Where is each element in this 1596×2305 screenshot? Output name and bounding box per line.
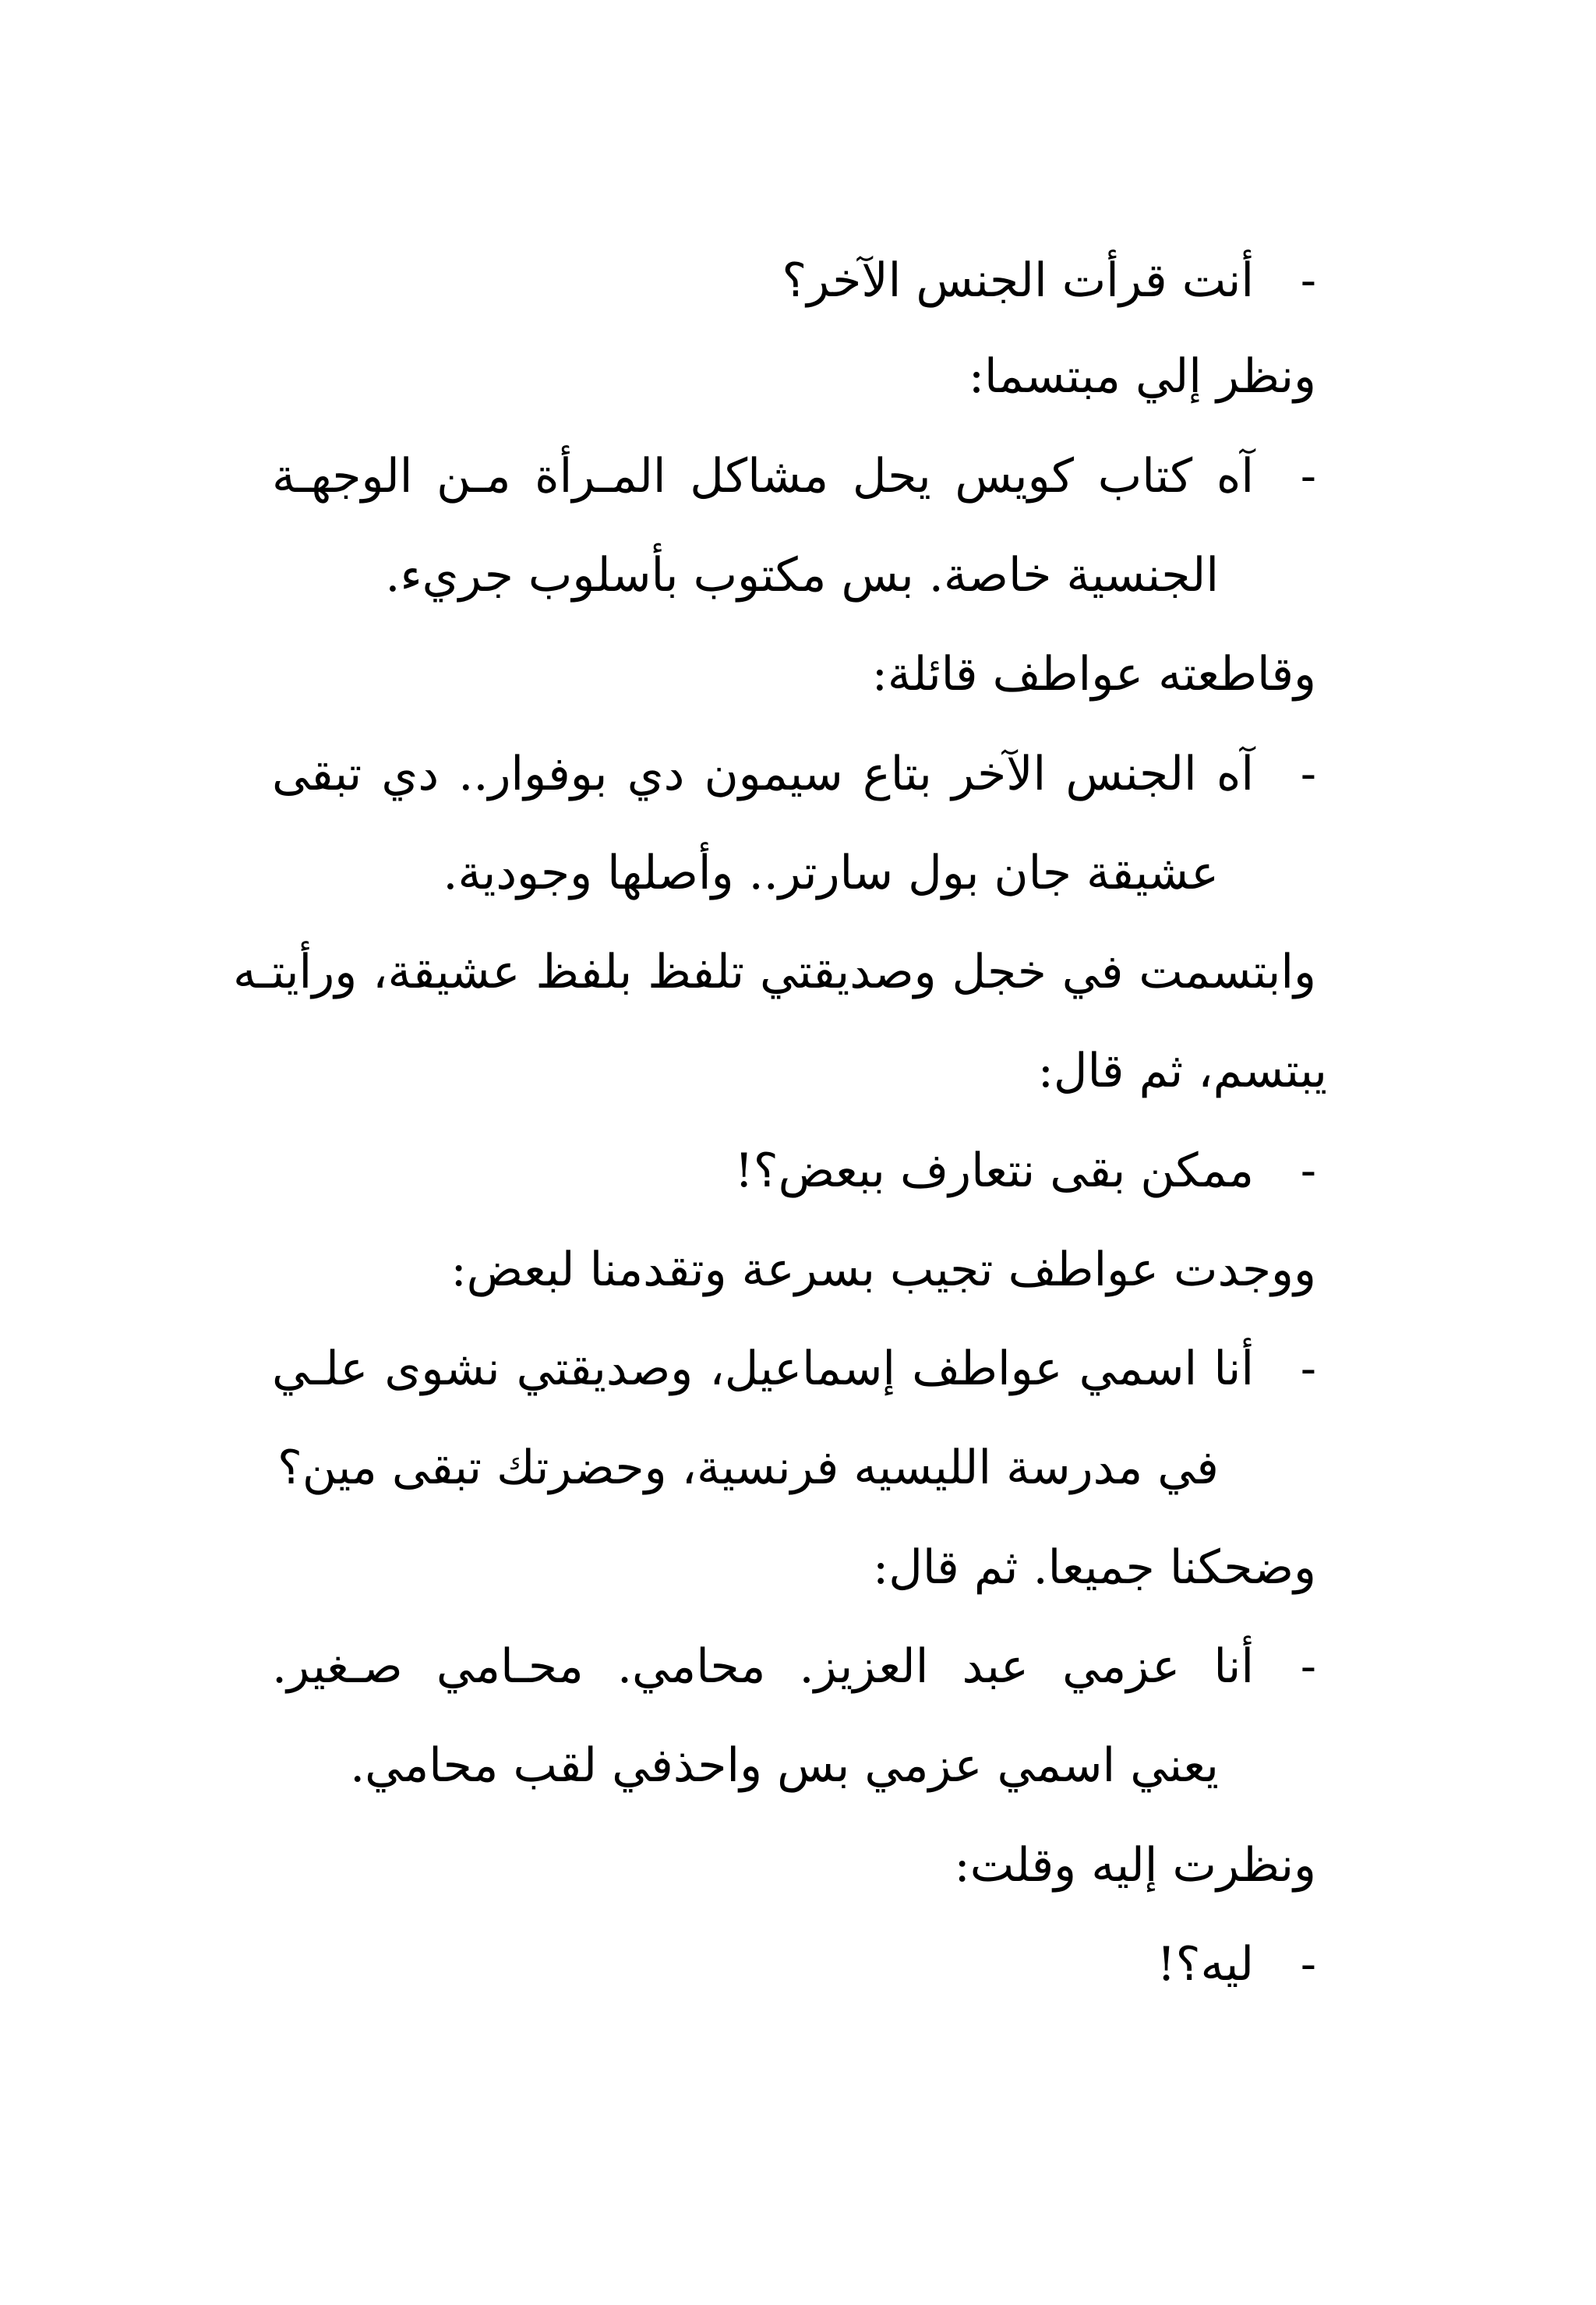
- dialogue-dash: -: [1300, 747, 1316, 801]
- dialogue-line: [1156, 1925, 1316, 2003]
- dialogue-text: أنت قرأت الجنس الآخر؟: [782, 253, 1254, 308]
- continuation-line: عشيقة جان بول سارتر.. وأصلها وجودية.: [443, 846, 1219, 900]
- continuation-line: الجنسية خاصة. بس مكتوب بأسلوب جريء.: [385, 548, 1219, 603]
- dialogue-dash: -: [1300, 449, 1316, 504]
- dialogue-line: [272, 1628, 1316, 1706]
- dialogue-text: ليه؟!: [1156, 1937, 1254, 1992]
- dialogue-text: ممكن بقى نتعارف ببعض؟!: [734, 1144, 1254, 1198]
- narration-line: وضحكنا جميعا. ثم قال:: [873, 1540, 1316, 1595]
- narration-line: وابتسمت في خجل وصديقتي تلفظ بلفظ عشيقة، ورأيتـه: [233, 945, 1316, 999]
- dialogue-text: أنا عزمي عبد العزيز. محامي. محـامي صـغير.: [272, 1639, 1254, 1694]
- narration-line: ونظرت إليه وقلت:: [954, 1838, 1316, 1893]
- dialogue-dash: -: [1300, 1639, 1316, 1694]
- dialogue-dash: -: [1300, 1342, 1316, 1396]
- dialogue-text: أنا اسمي عواطف إسماعيل، وصديقتي نشوى علـي: [272, 1342, 1254, 1396]
- narration-line: يبتسم، ثم قال:: [1037, 1044, 1327, 1098]
- dialogue-line: [272, 437, 1316, 515]
- dialogue-dash: -: [1300, 1937, 1316, 1992]
- narration-line: ووجدت عواطف تجيب بسرعة وتقدمنا لبعض:: [450, 1243, 1316, 1297]
- narration-line: ونظر إلي مبتسما:: [968, 349, 1316, 404]
- dialogue-line: [782, 242, 1316, 320]
- dialogue-line: [272, 735, 1316, 813]
- dialogue-dash: -: [1300, 1144, 1316, 1198]
- dialogue-line: [735, 1132, 1316, 1210]
- narration-line: وقاطعته عواطف قائلة:: [871, 647, 1316, 702]
- dialogue-line: [272, 1330, 1316, 1408]
- dialogue-dash: -: [1300, 253, 1316, 308]
- continuation-line: يعني اسمي عزمي بس واحذفي لقب محامي.: [350, 1738, 1219, 1793]
- dialogue-text: آه الجنس الآخر بتاع سيمون دي بوفوار.. دي تبقى: [272, 747, 1254, 801]
- dialogue-text: آه كتاب كويس يحل مشاكل المـرأة مـن الوجهـة: [272, 449, 1254, 504]
- continuation-line: في مدرسة الليسيه فرنسية، وحضرتك تبقى مين؟: [277, 1441, 1219, 1495]
